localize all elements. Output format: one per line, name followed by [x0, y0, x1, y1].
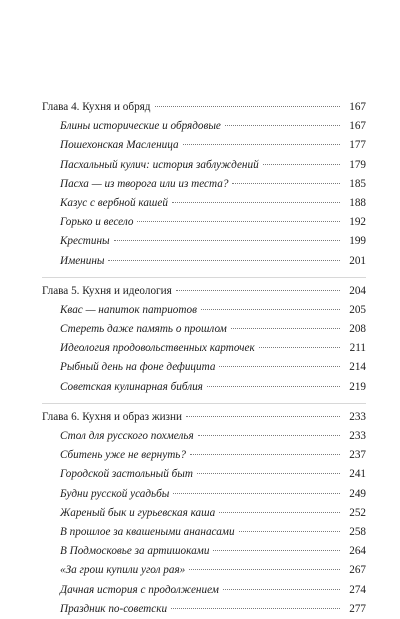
table-of-contents — [42, 98, 366, 619]
entry-title: Сбитень уже не вернуть? — [60, 449, 186, 462]
entry-page-number: 252 — [349, 506, 366, 519]
entry-page-number: 179 — [349, 158, 366, 171]
toc-entry — [42, 156, 366, 175]
chapter-heading-row — [42, 282, 366, 301]
entry-page-number: 185 — [349, 177, 366, 190]
entry-page-number: 219 — [349, 380, 366, 393]
chapter-title: Глава 4. Кухня и обряд — [42, 101, 151, 113]
entry-page-number: 211 — [349, 342, 366, 355]
dot-leader — [223, 589, 340, 590]
dot-leader — [198, 435, 340, 436]
chapter-page-number: 204 — [349, 284, 366, 297]
dot-leader — [186, 416, 340, 417]
toc-entry — [42, 136, 366, 155]
entry-title: Жареный бык и гурьевская каша — [60, 506, 216, 519]
entry-page-number: 249 — [349, 487, 366, 500]
entry-title: Казус с вербной кашей — [60, 196, 168, 209]
toc-entry — [42, 523, 366, 542]
chapter-page-number: 233 — [349, 410, 366, 423]
toc-entry — [42, 232, 366, 251]
dot-leader — [114, 240, 340, 241]
dot-leader — [263, 164, 340, 165]
toc-entry — [42, 320, 366, 339]
toc-section-chapter-5 — [42, 282, 366, 397]
toc-entry — [42, 301, 366, 320]
entry-title: Стереть даже память о прошлом — [60, 323, 227, 336]
entry-page-number: 199 — [349, 235, 366, 248]
chapter-title: Глава 6. Кухня и образ жизни — [42, 410, 182, 423]
toc-entry — [42, 465, 366, 484]
dot-leader — [189, 569, 340, 570]
entry-page-number: 208 — [349, 323, 366, 336]
entry-page-number: 277 — [349, 602, 366, 615]
dot-leader — [155, 106, 341, 107]
entry-title: Идеология продовольственных карточек — [60, 342, 255, 355]
dot-leader — [231, 328, 340, 329]
entry-title: Квас — напиток патриотов — [60, 303, 197, 316]
toc-entry — [42, 504, 366, 523]
toc-entry — [42, 446, 366, 465]
toc-entry — [42, 358, 366, 377]
dot-leader — [219, 512, 340, 513]
entry-title: Горько и весело — [60, 216, 134, 229]
entry-title: Блины исторические и обрядовые — [60, 120, 221, 133]
entry-page-number: 237 — [349, 449, 366, 462]
toc-entry — [42, 194, 366, 213]
toc-entry — [42, 485, 366, 504]
toc-entry — [42, 117, 366, 136]
entry-title: В прошлое за квашеными ананасами — [60, 525, 235, 538]
section-divider — [42, 277, 366, 278]
toc-entry — [42, 581, 366, 600]
entry-page-number: 233 — [349, 430, 366, 442]
toc-entry — [42, 339, 366, 358]
dot-leader — [225, 125, 340, 126]
entry-page-number: 214 — [349, 361, 366, 374]
chapter-heading-row — [42, 408, 366, 427]
chapter-page-number: 167 — [349, 101, 366, 113]
entry-title: Рыбный день на фоне дефицита — [60, 361, 216, 374]
entry-page-number: 177 — [349, 139, 366, 152]
dot-leader — [201, 309, 340, 310]
dot-leader — [259, 347, 340, 348]
entry-page-number: 241 — [349, 468, 366, 481]
toc-entry — [42, 427, 366, 446]
toc-entry — [42, 252, 366, 271]
chapter-title: Глава 5. Кухня и идеология — [42, 284, 172, 297]
entry-title: Именины — [60, 254, 105, 267]
dot-leader — [176, 290, 340, 291]
toc-entry — [42, 600, 366, 619]
section-divider — [42, 403, 366, 404]
entry-page-number: 267 — [349, 564, 366, 577]
toc-section-chapter-4 — [42, 98, 366, 271]
entry-title: Стол для русского похмелья — [60, 430, 194, 442]
dot-leader — [183, 144, 340, 145]
entry-title: Городской застольный быт — [60, 468, 193, 481]
entry-title: В Подмосковье за артишоками — [60, 545, 210, 558]
dot-leader — [232, 183, 340, 184]
entry-page-number: 258 — [349, 525, 366, 538]
dot-leader — [207, 386, 340, 387]
entry-title: Пасхальный кулич: история заблуждений — [60, 158, 259, 171]
dot-leader — [171, 608, 340, 609]
entry-title: Пасха — из творога или из теста? — [60, 177, 229, 190]
dot-leader — [173, 493, 340, 494]
entry-page-number: 188 — [349, 196, 366, 209]
dot-leader — [137, 221, 340, 222]
entry-page-number: 205 — [349, 303, 366, 316]
dot-leader — [213, 550, 340, 551]
toc-section-chapter-6 — [42, 408, 366, 619]
chapter-heading-row — [42, 98, 366, 117]
toc-entry — [42, 561, 366, 580]
entry-title: Пошехонская Масленица — [60, 139, 179, 152]
dot-leader — [197, 473, 340, 474]
toc-entry — [42, 378, 366, 397]
entry-title: Советская кулинарная библия — [60, 380, 203, 393]
entry-title: Праздник по-советски — [60, 602, 168, 615]
entry-title: «За грош купили угол рая» — [60, 564, 186, 577]
entry-page-number: 264 — [349, 545, 366, 558]
entry-title: Дачная история с продолжением — [60, 583, 219, 596]
entry-title: Будни русской усадьбы — [60, 487, 170, 500]
entry-page-number: 167 — [349, 120, 366, 133]
dot-leader — [108, 260, 340, 261]
dot-leader — [239, 531, 340, 532]
dot-leader — [190, 454, 340, 455]
entry-page-number: 192 — [349, 216, 366, 229]
toc-entry — [42, 213, 366, 232]
entry-title: Крестины — [60, 235, 110, 248]
dot-leader — [172, 202, 340, 203]
toc-entry — [42, 542, 366, 561]
toc-entry — [42, 175, 366, 194]
entry-page-number: 274 — [349, 583, 366, 596]
entry-page-number: 201 — [349, 254, 366, 267]
dot-leader — [219, 366, 340, 367]
